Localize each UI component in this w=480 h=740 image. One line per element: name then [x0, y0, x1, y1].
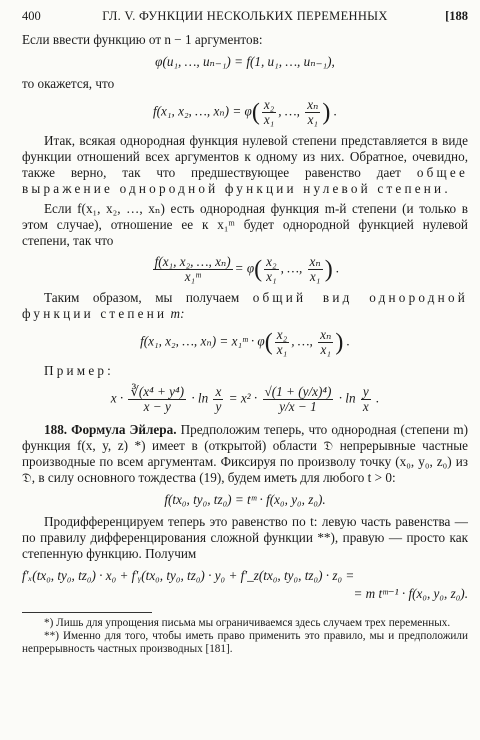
eq2-left: f(x₁, x₂, …, xₙ) = φ: [153, 103, 252, 119]
example-label: Пример:: [44, 363, 115, 378]
equation-general-form: f(x₁, x₂, …, xₙ) = x₁ᵐ · φ( $\frac{\text{x₂}}{\text{x₁}}$ , …, $\frac{\text{xₙ}}{\text{x₁}}$ ) .: [140, 327, 350, 357]
fraction: $\frac{\text{xₙ}}{\text{x₁}}$: [307, 97, 319, 127]
running-header: [22, 8, 468, 26]
paragraph-then: то окажется, что: [22, 76, 115, 91]
footnote-2: **) Именно для того, чтобы иметь право применить это правило, мы и предположили непрерывность частных производных [181].: [22, 630, 468, 655]
page-number: 400: [22, 9, 41, 23]
equation-euler-line2: = m tᵐ⁻¹ · f(x₀, y₀, z₀).: [353, 586, 468, 601]
equation-ratio: $\frac{\text{f(x₁, x₂, …, xₙ)}}{\text{x₁ᵐ}}$ = φ( $\frac{\text{x₂}}{\text{x₁}}$ , …, $\frac{\text{xₙ}}{\text{x₁}}$ ) .: [154, 254, 340, 284]
equation-euler-line1: f′ₓ(tx₀, ty₀, tz₀) · x₀ + f′ᵧ(tx₀, ty₀, tz₀) · y₀ + f′_z(tx₀, ty₀, tz₀) · z₀ =: [22, 568, 355, 583]
footnote-divider: [22, 612, 152, 613]
section-number: 188.: [44, 422, 68, 437]
equation-homogeneity: f(tx₀, ty₀, tz₀) = tᵐ · f(x₀, y₀, z₀).: [164, 492, 326, 507]
fraction: $\frac{\text{f(x₁, x₂, …, xₙ)}}{\text{x₁ᵐ}}$: [154, 254, 231, 284]
spaced-emphasis: общее выражение однородной функции нулевой степени.: [22, 165, 468, 196]
paragraph-intro: Если ввести функцию от n − 1 аргументов:: [22, 32, 263, 47]
equation-phi-definition: φ(u₁, …, uₙ₋₁) = f(1, u₁, …, uₙ₋₁),: [155, 54, 335, 69]
paragraph-conclusion: Итак, всякая однородная функция нулевой степени представляется в виде функции отношений всех аргументов к одному из них. Обратное, очевидно, также верно, так что предшествующее равенство дает общее выражение однородной функции нулевой степени.: [22, 133, 468, 196]
equation-example: x · $\frac{\text{∛(x⁴ + y⁴)}}{x - y}$ · ln $\frac{x}{y}$ = x² · $\frac{\text{√(1 + (y/x)⁴)}}{y/x - 1}$ · ln $\frac{y}{x}$ .: [110, 384, 380, 414]
footnote-1: *) Лишь для упрощения письма мы ограничиваемся здесь случаем трех переменных.: [44, 617, 451, 629]
section-188: 188. Формула Эйлера. Предположим теперь, что однородная (степени m) функция f(x, y, z) *) имеет в (открытой) области 𝔇 непрерывные частные производные по всем аргументам. Фиксируя по произволу точку (x₀, y₀, z₀) из 𝔇, в силу основного тождества (19), будем иметь для любого t > 0:: [22, 422, 469, 485]
chapter-title: ГЛ. V. ФУНКЦИИ НЕСКОЛЬКИХ ПЕРЕМЕННЫХ: [102, 9, 388, 23]
section-title: Формула Эйлера.: [71, 422, 177, 437]
document-page: [22, 8, 468, 656]
section-marker: [188: [445, 9, 468, 23]
fraction: $\frac{\text{x₂}}{\text{x₁}}$: [263, 97, 275, 127]
paragraph-general-form: Таким образом, мы получаем общий вид однородной функции степени m:: [22, 290, 468, 321]
equation-zero-degree: f(x₁, x₂, …, xₙ) = φ( $\frac{\text{x₂}}{\text{x₁}}$ , …, $\frac{\text{xₙ}}{\text{x₁}}$ ) .: [153, 97, 337, 127]
paragraph-differentiate: Продифференцируем теперь это равенство по t: левую часть равенства — по правилу дифференцирования сложной функции **), правую — просто как степенную функцию. Получим: [22, 514, 468, 561]
paragraph-m-degree: Если f(x₁, x₂, …, xₙ) есть однородная функция m-й степени (и только в этом случае), отношение ее к x₁ᵐ будет однородной функцией нулевой степени, так что: [22, 201, 468, 248]
spaced-emphasis: общий вид однородной функции степени: [22, 290, 468, 321]
